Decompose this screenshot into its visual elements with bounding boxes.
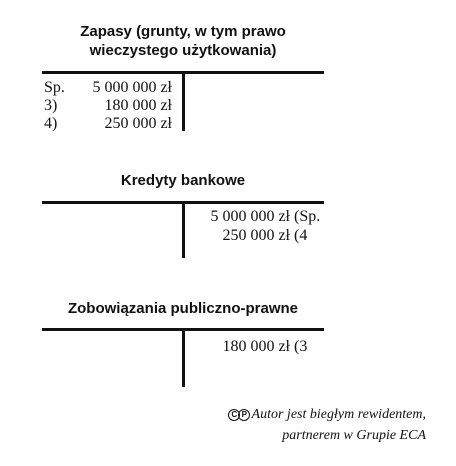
credit-ref: (Sp. (294, 208, 321, 225)
debit-amount: 5 000 000 zł (92, 79, 172, 96)
credit-ref: (4 (294, 227, 308, 244)
credit-amount: 180 000 zł (222, 338, 290, 355)
credit-amount: 5 000 000 zł (210, 208, 290, 225)
account-title-line1: Zapasy (grunty, w tym prawo (80, 23, 286, 40)
debit-amount: 250 000 zł (104, 115, 172, 132)
credit-ref: (3 (294, 338, 308, 355)
t-account-vertical-line (182, 328, 185, 387)
t-account-vertical-line (182, 71, 185, 131)
copyright-c-icon: C (228, 409, 240, 421)
copyright-p-icon: P (238, 409, 250, 421)
t-account-vertical-line (182, 201, 185, 258)
author-note-line1 (228, 404, 426, 425)
debit-ref: Sp. (44, 79, 65, 96)
account-title: Zobowiązania publiczno-prawne (67, 300, 298, 317)
author-note (228, 404, 426, 446)
debit-ref: 3) (44, 97, 58, 114)
author-note-line2: partnerem w Grupie ECA (282, 428, 426, 443)
credit-amount: 250 000 zł (222, 227, 290, 244)
debit-amount: 180 000 zł (104, 97, 172, 114)
debit-ref: 4) (44, 115, 58, 132)
account-title: Kredyty bankowe (120, 172, 246, 189)
author-note-text1: Autor jest biegłym rewidentem, (251, 407, 426, 422)
account-title-line2: wieczystego użytkowania) (89, 42, 277, 59)
